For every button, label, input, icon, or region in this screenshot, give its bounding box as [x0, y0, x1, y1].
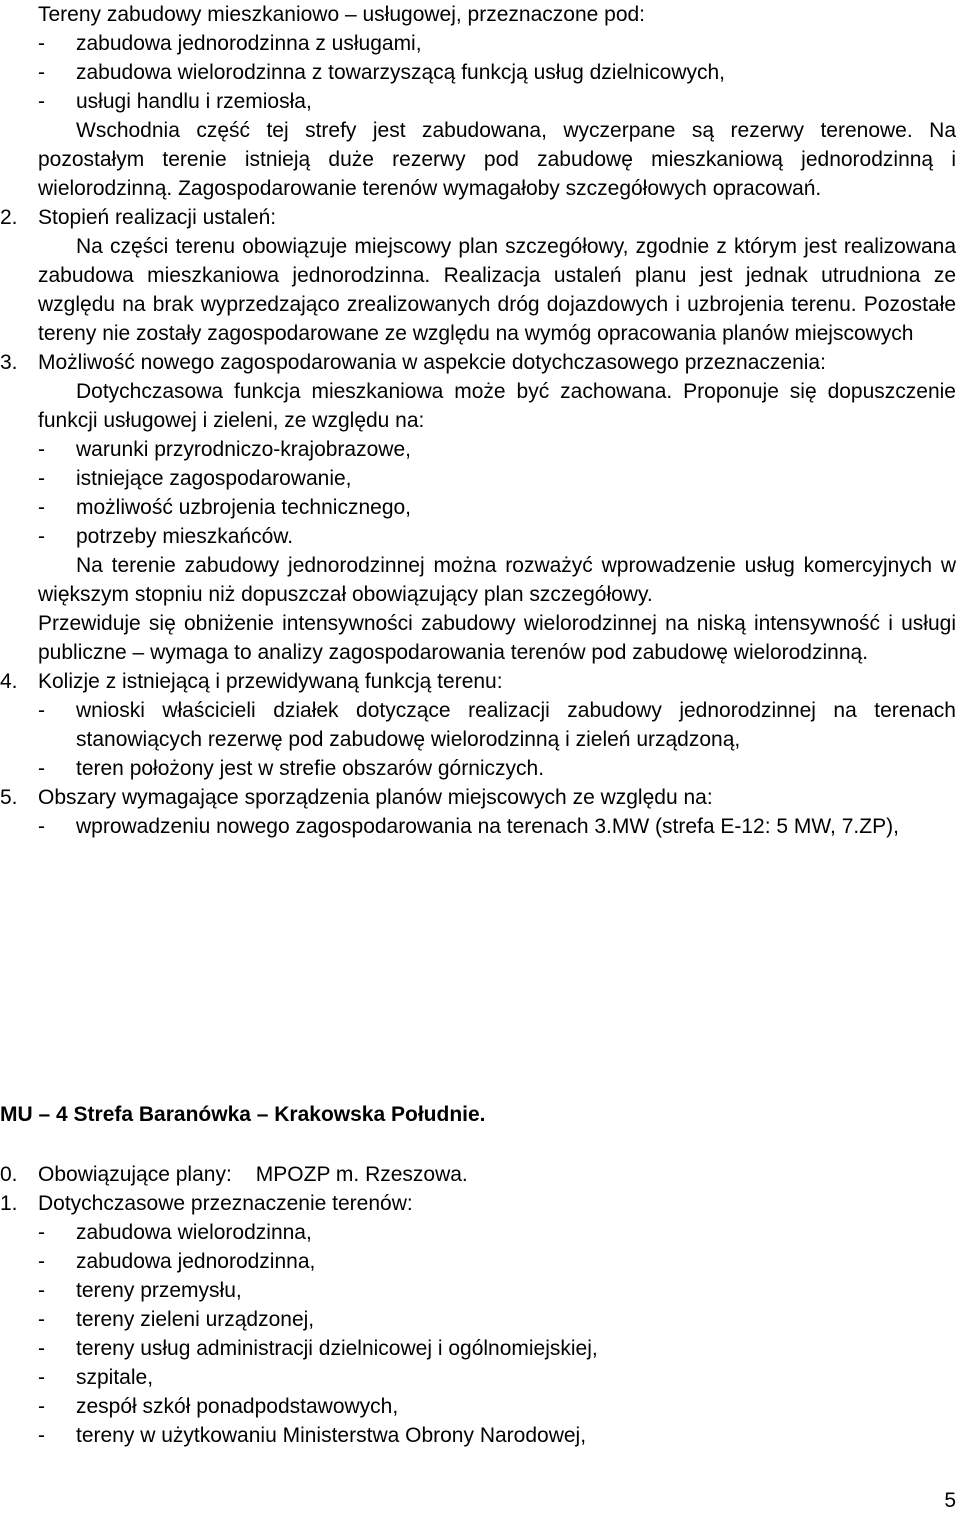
list-item: - tereny usług administracji dzielnicowej i ogólnomiejskiej, — [38, 1337, 598, 1360]
list-item: - zabudowa jednorodzinna z usługami, — [38, 32, 422, 55]
section-heading: MU – 4 Strefa Baranówka – Krakowska Południe. — [0, 1103, 486, 1126]
mu4-purpose-title: 1. Dotychczasowe przeznaczenie terenów: — [0, 1192, 413, 1215]
section-3-paragraph: Dotychczasowa funkcja mieszkaniowa może być zachowana. Proponuje się dopuszczenie funkcji usługowej i zieleni, ze względu na: — [38, 380, 956, 432]
section-2-paragraph: Na części terenu obowiązuje miejscowy plan szczegółowy, zgodnie z którym jest realizowana zabudowa mieszkaniowa jednorodzinna. Realizacja ustaleń planu jest jednak utrudniona ze względu na brak wyprzedzająco zrealizowanych dróg dojazdowych i uzbrojenia terenu. Pozostałe tereny nie zostały zagospodarowane ze względu na wymóg opracowania planów miejscowych — [38, 235, 956, 345]
mu4-plans: 0. Obowiązujące plany: MPOZP m. Rzeszowa. — [0, 1163, 468, 1186]
intro-paragraph: Wschodnia część tej strefy jest zabudowana, wyczerpane są rezerwy terenowe. Na pozostałym terenie istnieją duże rezerwy pod zabudowę mieszkaniową jednorodzinną i wielorodzinną. Zagospodarowanie terenów wymagałoby szczegółowych opracowań. — [38, 119, 956, 200]
mu4-section — [0, 1160, 956, 1450]
list-item: - tereny zieleni urządzonej, — [38, 1308, 315, 1331]
list-item: - warunki przyrodniczo-krajobrazowe, — [38, 438, 411, 461]
list-item: - możliwość uzbrojenia technicznego, — [38, 496, 412, 519]
section-5-title: 5. Obszary wymagające sporządzenia planów miejscowych ze względu na: — [0, 786, 713, 809]
list-item: - zabudowa jednorodzinna, — [38, 1250, 316, 1273]
list-item: - wprowadzeniu nowego zagospodarowania na terenach 3.MW (strefa E-12: 5 MW, 7.ZP), — [38, 815, 899, 838]
list-item: - teren położony jest w strefie obszarów górniczych. — [38, 757, 545, 780]
list-item: - istniejące zagospodarowanie, — [38, 467, 352, 490]
list-item: - zespół szkół ponadpodstawowych, — [38, 1395, 399, 1418]
list-item: - potrzeby mieszkańców. — [38, 525, 294, 548]
list-item: - tereny w użytkowaniu Ministerstwa Obrony Narodowej, — [38, 1424, 587, 1447]
section-3-title: 3. Możliwość nowego zagospodarowania w aspekcie dotychczasowego przeznaczenia: — [0, 351, 826, 374]
list-item: - wnioski właścicieli działek dotyczące realizacji zabudowy jednorodzinnej na terenach stanowiących rezerwę pod zabudowę wielorodzinną i zieleń urządzoną, — [38, 699, 956, 751]
intro-line: Tereny zabudowy mieszkaniowo – usługowej, przeznaczone pod: — [38, 3, 646, 26]
list-item: - zabudowa wielorodzinna, — [38, 1221, 312, 1244]
section-4-title: 4. Kolizje z istniejącą i przewidywaną funkcją terenu: — [0, 670, 503, 693]
section-2-title: 2. Stopień realizacji ustaleń: — [0, 206, 277, 229]
section-3-paragraph-3: Przewiduje się obniżenie intensywności zabudowy wielorodzinnej na niską intensywność i usługi publiczne – wymaga to analizy zagospodarowania terenów pod zabudowę wielorodzinną. — [38, 612, 956, 664]
page-number: 5 — [944, 1489, 956, 1512]
list-item: - zabudowa wielorodzinna z towarzyszącą funkcją usług dzielnicowych, — [38, 61, 726, 84]
list-item: - tereny przemysłu, — [38, 1279, 242, 1302]
list-item: - usługi handlu i rzemiosła, — [38, 90, 312, 113]
section-3-paragraph-2: Na terenie zabudowy jednorodzinnej można rozważyć wprowadzenie usług komercyjnych w większym stopniu niż dopuszczał obowiązujący plan szczegółowy. — [38, 554, 956, 606]
list-item: - szpitale, — [38, 1366, 154, 1389]
